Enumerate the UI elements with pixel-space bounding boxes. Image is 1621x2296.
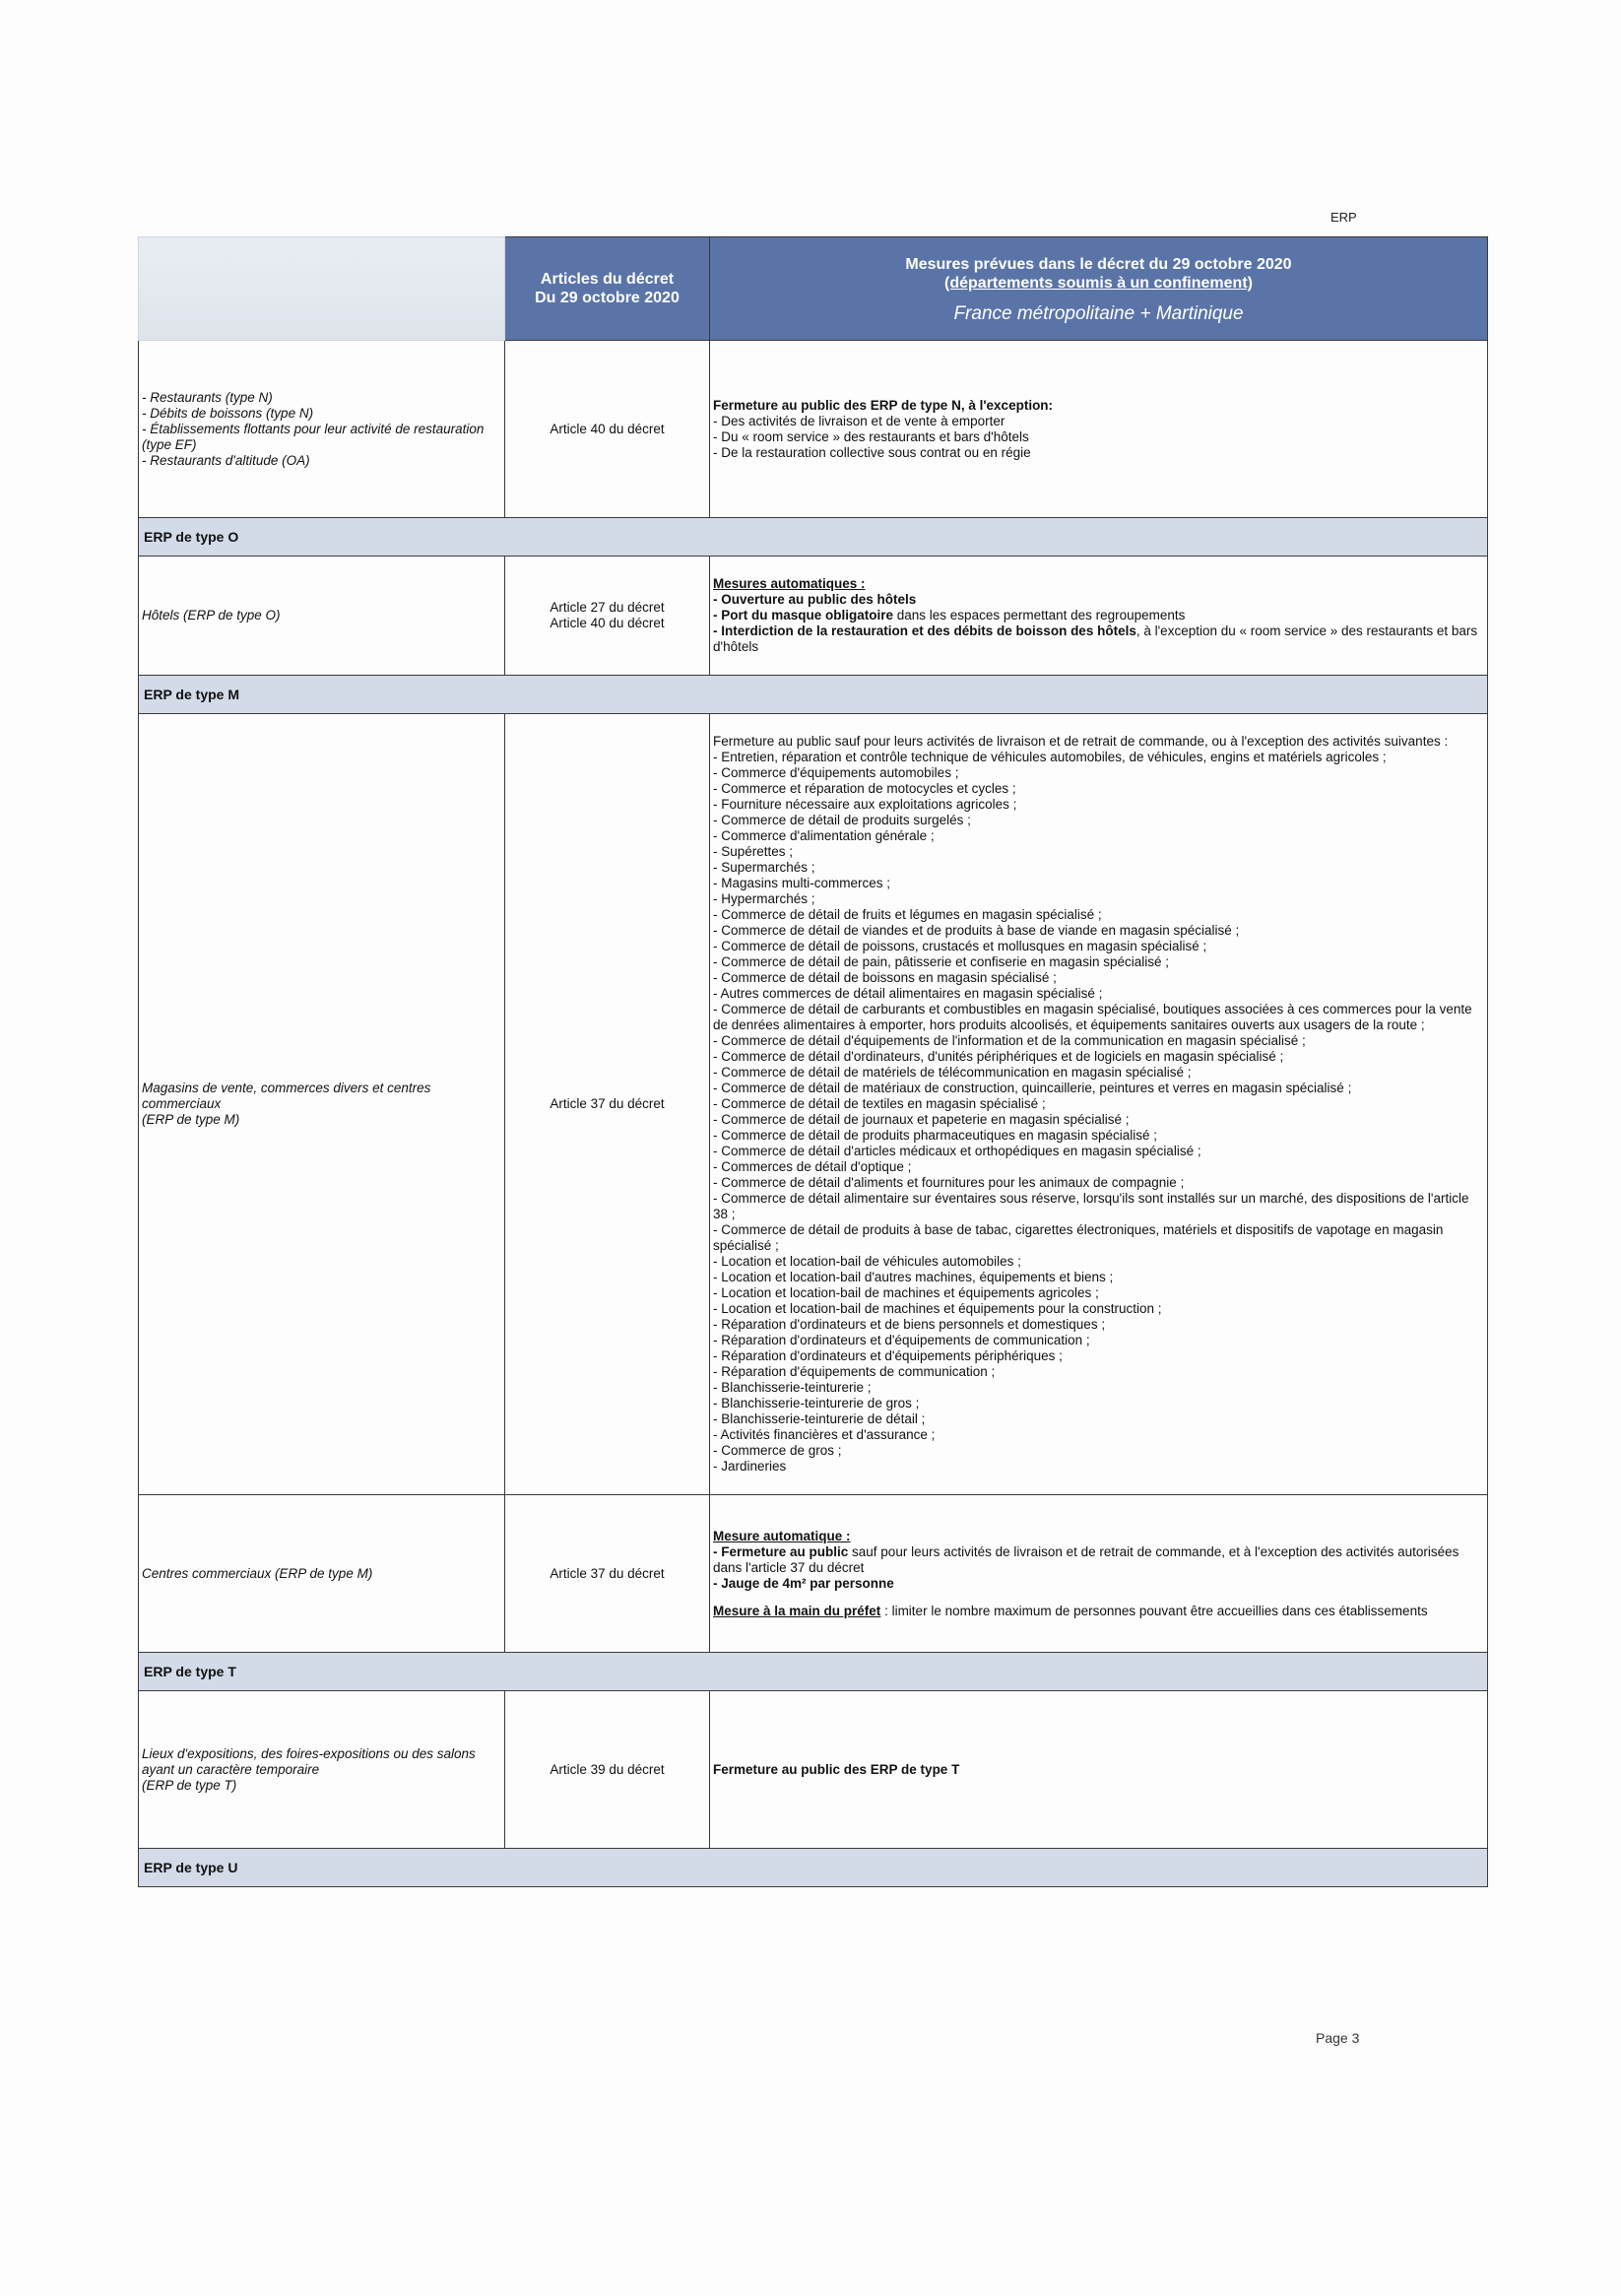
section-row-type-o: ERP de type O: [139, 518, 1488, 557]
list-item: - Activités financières et d'assurance ;: [713, 1427, 936, 1442]
list-item: - Supermarchés ;: [713, 860, 815, 875]
table-header-row: [139, 237, 1488, 341]
list-item: - Supérettes ;: [713, 844, 794, 859]
article-cc-cell: Article 37 du décret: [505, 1495, 710, 1653]
list-item: - Commerce de détail de matériaux de construction, quincaillerie, peintures et verres en magasin spécialisé ;: [713, 1081, 1352, 1095]
list-item: - Blanchisserie-teinturerie de gros ;: [713, 1396, 920, 1410]
list-item: - Commerce de détail d'articles médicaux et orthopédiques en magasin spécialisé ;: [713, 1144, 1201, 1158]
type-o-cell: Hôtels (ERP de type O): [139, 557, 505, 676]
header-mesures: Mesures prévues dans le décret du 29 octobre 2020 (départements soumis à un confinement) France métropolitaine + Martinique: [710, 237, 1488, 341]
measures-t-cell: Fermeture au public des ERP de type T: [710, 1691, 1488, 1849]
list-item: - Commerce de détail alimentaire sur éventaires sous réserve, lorsqu'ils sont installés sur un marché, des dispositions de l'article 38 ;: [713, 1191, 1469, 1221]
table-row-type-t: [139, 1691, 1488, 1849]
header-articles: Articles du décret Du 29 octobre 2020: [505, 237, 710, 341]
list-item: - Commerce de détail de textiles en magasin spécialisé ;: [713, 1096, 1046, 1111]
section-row-type-m: ERP de type M: [139, 676, 1488, 714]
list-item: - Commerce de détail de produits pharmaceutiques en magasin spécialisé ;: [713, 1128, 1157, 1143]
list-item: - Commerce de détail de journaux et papeterie en magasin spécialisé ;: [713, 1112, 1130, 1127]
type-t-cell: Lieux d'expositions, des foires-expositions ou des salons ayant un caractère temporaire (ERP de type T): [139, 1691, 505, 1849]
list-item: - Entretien, réparation et contrôle technique de véhicules automobiles, de véhicules, engins et matériels agricoles ;: [713, 750, 1387, 764]
erp-measures-table: [138, 236, 1488, 1887]
list-item: - Autres commerces de détail alimentaires en magasin spécialisé ;: [713, 986, 1103, 1001]
article-n-cell: Article 40 du décret: [505, 341, 710, 518]
list-item: - Commerce de détail d'ordinateurs, d'unités périphériques et de logiciels en magasin spécialisé ;: [713, 1049, 1284, 1064]
list-item: - Commerce de gros ;: [713, 1443, 842, 1458]
list-item: - Réparation d'équipements de communication ;: [713, 1364, 996, 1379]
type-m-cell: Magasins de vente, commerces divers et centres commerciaux (ERP de type M): [139, 714, 505, 1495]
table-row-centres-commerciaux: [139, 1495, 1488, 1653]
article-t-cell: Article 39 du décret: [505, 1691, 710, 1849]
list-item: - Location et location-bail de machines et équipements pour la construction ;: [713, 1301, 1162, 1316]
list-item: - Location et location-bail d'autres machines, équipements et biens ;: [713, 1270, 1114, 1284]
measures-n-cell: Fermeture au public des ERP de type N, à l'exception: - Des activités de livraison et de vente à emporter - Du « room service » des restaurants et bars d'hôtels - De la restauration collective sous contrat ou en régie: [710, 341, 1488, 518]
list-item: - Commerce de détail de matériels de télécommunication en magasin spécialisé ;: [713, 1065, 1192, 1080]
measures-o-cell: Mesures automatiques : - Ouverture au public des hôtels - Port du masque obligatoire dans les espaces permettant des regroupements - Interdiction de la restauration et des débits de boisson des hôtels, à l'exception du « room service » des restaurants et bars d'hôtels: [710, 557, 1488, 676]
section-row-type-u: ERP de type U: [139, 1849, 1488, 1887]
list-item: - Blanchisserie-teinturerie de détail ;: [713, 1411, 926, 1426]
table-row-type-o: [139, 557, 1488, 676]
measures-cc-cell: Mesure automatique : - Fermeture au public sauf pour leurs activités de livraison et de retrait de commande, et à l'exception des activités autorisées dans l'article 37 du décret - Jauge de 4m² par personne Mesure à la main du préfet : limiter le nombre maximum de personnes pouvant être accueillies dans ces établissements: [710, 1495, 1488, 1653]
article-m-cell: Article 37 du décret: [505, 714, 710, 1495]
list-item: - Hypermarchés ;: [713, 891, 815, 906]
list-item: - Commerce d'alimentation générale ;: [713, 828, 935, 843]
list-item: - Blanchisserie-teinturerie ;: [713, 1380, 872, 1395]
list-item: - Jardineries: [713, 1459, 787, 1474]
activity-list: [713, 750, 1484, 1475]
list-item: - Magasins multi-commerces ;: [713, 876, 891, 890]
list-item: - Commerce de détail de carburants et combustibles en magasin spécialisé, boutiques associées à ces commerces pour la vente de denrées alimentaires à emporter, hors produits alcoolisés, et équipements sanitaires ouverts aux usagers de la route ;: [713, 1002, 1472, 1032]
list-item: - Commerce d'équipements automobiles ;: [713, 765, 959, 780]
header-blank-cell: [139, 237, 505, 341]
list-item: - Commerce de détail de viandes et de produits à base de viande en magasin spécialisé ;: [713, 923, 1240, 938]
list-item: - Location et location-bail de véhicules automobiles ;: [713, 1254, 1021, 1269]
list-item: - Commerce de détail de boissons en magasin spécialisé ;: [713, 970, 1057, 985]
page-number: Page 3: [1316, 2030, 1360, 2046]
list-item: - Réparation d'ordinateurs et de biens personnels et domestiques ;: [713, 1317, 1106, 1332]
type-cc-cell: Centres commerciaux (ERP de type M): [139, 1495, 505, 1653]
list-item: - Commerce de détail de poissons, crustacés et mollusques en magasin spécialisé ;: [713, 939, 1207, 953]
list-item: - Location et location-bail de machines et équipements agricoles ;: [713, 1285, 1099, 1300]
type-n-cell: - Restaurants (type N) - Débits de boissons (type N) - Établissements flottants pour leur activité de restauration (type EF) - Restaurants d'altitude (OA): [139, 341, 505, 518]
corner-label: ERP: [1330, 210, 1357, 225]
list-item: - Réparation d'ordinateurs et d'équipements de communication ;: [713, 1333, 1090, 1347]
table-row-type-n: [139, 341, 1488, 518]
list-item: - Commerce de détail d'équipements de l'information et de la communication en magasin spécialisé ;: [713, 1033, 1306, 1048]
table-row-type-m: [139, 714, 1488, 1495]
list-item: - Commerce de détail d'aliments et fournitures pour les animaux de compagnie ;: [713, 1175, 1185, 1190]
section-row-type-t: ERP de type T: [139, 1653, 1488, 1691]
measures-m-cell: Fermeture au public sauf pour leurs activités de livraison et de retrait de commande, ou à l'exception des activités suivantes : - Entretien, réparation et contrôle technique de véhicules automobiles, de véhicules, engins et matériels agricoles ; - Commerce d'équipements automobiles ; - Commerce et réparation de motocycles et cycles ; - Fourniture nécessaire aux exploitations agricoles ; - Commerce de détail de produits surgelés ; - Commerce d'alimentation générale ; - Supérettes ; - Supermarchés ; - Magasins multi-commerces ; - Hypermarchés ; - Commerce de détail de fruits et légumes en magasin spécialisé ; - Commerce de détail de viandes et de produits à base de viande en magasin spécialisé ; - Commerce de détail de poissons, crustacés et mollusques en magasin spécialisé ; - Commerce de détail de pain, pâtisserie et confiserie en magasin spécialisé ; - Commerce de détail de boissons en magasin spécialisé ; - Autres commerces de détail alimentaires en magasin spécialisé ; - Commerce de détail de carburants et combustibles en magasin spécialisé, boutiques associées à ces commerces pour la vente de denrées alimentaires à emporter, hors produits alcoolisés, et équipements sanitaires ouverts aux usagers de la route ; - Commerce de détail d'équipements de l'information et de la communication en magasin spécialisé ; - Commerce de détail d'ordinateurs, d'unités périphériques et de logiciels en magasin spécialisé ; - Commerce de détail de matériels de télécommunication en magasin spécialisé ; - Commerce de détail de matériaux de construction, quincaillerie, peintures et verres en magasin spécialisé ; - Commerce de détail de textiles en magasin spécialisé ; - Commerce de détail de journaux et papeterie en magasin spécialisé ; - Commerce de détail de produits pharmaceutiques en magasin spécialisé ; - Commerce de détail d'articles médicaux et orthopédiques en magasin spécialisé ; - Commerces de détail d'optique ; - Commerce de détail d'aliments et fournitures pour les animaux de compagnie ; - Commerce de détail alimentaire sur éventaires sous réserve, lorsqu'ils sont installés sur un marché, des dispositions de l'article 38 ; - Commerce de détail de produits à base de tabac, cigarettes électroniques, matériels et dispositifs de vapotage en magasin spécialisé ; - Location et location-bail de véhicules automobiles ; - Location et location-bail d'autres machines, équipements et biens ; - Location et location-bail de machines et équipements agricoles ; - Location et location-bail de machines et équipements pour la construction ; - Réparation d'ordinateurs et de biens personnels et domestiques ; - Réparation d'ordinateurs et d'équipements de communication ; - Réparation d'ordinateurs et d'équipements périphériques ; - Réparation d'équipements de communication ; - Blanchisserie-teinturerie ; - Blanchisserie-teinturerie de gros ; - Blanchisserie-teinturerie de détail ; - Activités financières et d'assurance ; - Commerce de gros ; - Jardineries: [710, 714, 1488, 1495]
list-item: - Commerce et réparation de motocycles et cycles ;: [713, 781, 1016, 796]
list-item: - Commerces de détail d'optique ;: [713, 1159, 912, 1174]
list-item: - Commerce de détail de pain, pâtisserie et confiserie en magasin spécialisé ;: [713, 954, 1169, 969]
list-item: - Réparation d'ordinateurs et d'équipements périphériques ;: [713, 1348, 1063, 1363]
list-item: - Commerce de détail de produits à base de tabac, cigarettes électroniques, matériels et dispositifs de vapotage en magasin spécialisé ;: [713, 1222, 1444, 1253]
article-o-cell: Article 27 du décret Article 40 du décret: [505, 557, 710, 676]
list-item: - Commerce de détail de fruits et légumes en magasin spécialisé ;: [713, 907, 1102, 922]
list-item: - Fourniture nécessaire aux exploitations agricoles ;: [713, 797, 1017, 812]
list-item: - Commerce de détail de produits surgelés ;: [713, 813, 971, 827]
